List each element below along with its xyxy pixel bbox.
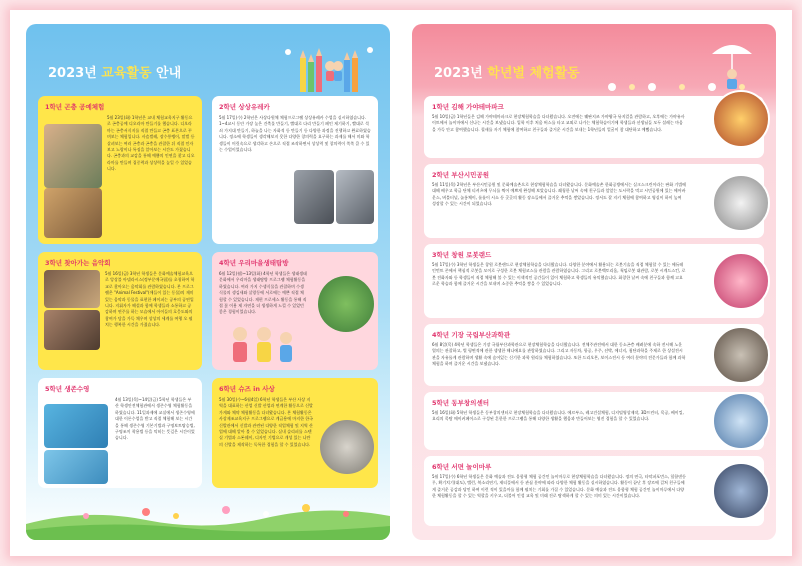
left-page-title: 2023년 교육활동 안내 bbox=[48, 66, 182, 81]
rcard-grade1-text: 5월 10일(금) 1학년들은 김해 가야테마파크로 현장체험학습을 다녀왔습니다. 오전에는 퀘판지즈 가야왕국 뮤지컬을 관람하고, 오후에는 가야유사이트에서 놀이마에서 신나는 시간을 보냈습니다. 입학 이후 처음 버스를 타고 교외로 나가는 체험학습이기에 학생들과 선생님들 모두 설레는 마음을 가득 안고 참여했습니다. 철새를 자기 체험에 참여하고 친구들과 즐거운 시간을 보내는 1학년들의 얼굴이 참 대단하고 예뻤습니다. bbox=[432, 114, 685, 132]
rcard-grade5-title: 5학년 동부창의센터 bbox=[432, 399, 490, 407]
card-grade4-text: 6월 12일(월)~13일(화) 4학년 학생들은 생태생태문화에서 우리마을 생태탐방 프로그램 체험활동을 하였습니다. 여러 가지 수생식물을 관찰하며 수생식물의 생김새와 살랑동에 서로에는 예쁜 직접 체험할 수 있었습니다. 재편 프로세스 활동을 통해 직접 꽃 이용 제 자연을 더 생생하게 느낄 수 있었던 좋은 경험이었습니다. bbox=[219, 271, 307, 315]
card-grade1-text: 5월 23일(화) 1학년은 교내 체험교육지구 활동으로 곤충공예 디오라마 만들기를 했습니다. 디오라마는 곤충서식지를 직접 만들고 곤충 표본으로 꾸며보는 체험입니다. 사슴벌레, 장수풍뎅이, 말벌 등 살펴보는 여러 곤충과 곤충을 관찰한 뒤 직접 인자보고 노랑이나 특징을 알아보는 시간도 가졌습니다. 곤충과의 교감을 통해 예쁨의 인연을 찾고 디오라마를 만들며 집중력과 상상력을 높일 수 있었습니다. bbox=[107, 115, 195, 172]
rcard-grade6-text: 5월 17일(수) 6학년 학생들은 문화 예술과 전도 융합형 체험 공간인 놀이마루로 현장체험학습을 다녀왔습니다. 정의 연극, 타악퍼포먼스, 힙합댄등무, 확기치기(대도), 밸런, 북소리연기, 제티플에서 등 관심 분야에 따라 다양한 체험 활동을 실시하였습니다. 활동이 끝난 후 장르에 걸쳐 친구들에게 즐거운 공감과 당인 하여 이런 적이 있을까를 함께 펼치는 기회를 가질 수 있었습니다. 문화 예술과 전도 융합형 체험 공간인 놀이마루에서 다양한 체험활동을 할 수 있는 역할을 키우고, 더불어 인성 교육 및 미래 진로 탐색하게 할 수 있는 의미 있는 시간이었습니다. bbox=[432, 474, 686, 498]
grass-flowers-icon bbox=[26, 494, 390, 540]
left-page bbox=[26, 24, 390, 540]
grade2-photo-2 bbox=[336, 170, 374, 224]
rcard-grade2-photo bbox=[712, 174, 770, 232]
rcard-grade3-title: 3학년 창원 로봇랜드 bbox=[432, 251, 492, 259]
rcard-grade1-title: 1학년 김해 가야테마파크 bbox=[432, 103, 504, 111]
right-page-title: 2023년 학년별 체험활동 bbox=[434, 66, 580, 81]
grade3-photo-2 bbox=[44, 310, 100, 350]
card-grade3-text: 5월 16일(금) 3학년 학생들은 문화예술체험교육으로 앙상블 아넬라시스(정부문예국립)를 초청하여 학교로 찾아오는 음악회를 관람하였습니다. 본 프로그램은 "Animal Festival"(애들이 있는 동물)의 재미있는 음악과 동물을 표현한 페이퍼는 공부의 공연입니다. 지휘자가 해설과 함께 학생들과 소통하고 공감하며 연주를 하는 모습에서 아이들의 호응도와의 참여가 담을 가득 채우며 상상의 세계를 여행 오 펼치는 행복한 시간을 가졌습니다. bbox=[105, 271, 195, 328]
rcard-grade3-photo bbox=[712, 252, 770, 310]
card-grade4-title: 4학년 우리마을생태탐방 bbox=[219, 259, 289, 267]
rcard-grade4-text: 6월 8일(목) 4학년 학생들은 기장 국립부산과학관으로 현장체험학습을 다녀왔습니다. 전체주관전에서 대한 동소곤층 배려분에 속하 전시해 노운 열의는 관찰하고, 별 평면적에 관한 생생한 해나에요를 관람하였습니다. 그리고 자동차, 항공, 우주, 선박, 에너지, 첨단과학을 주제로 한 상설전시관을 자유롭게 관람하며 생활 속에 숨어있는 신기한 과학 원리를 체험하였습니다. 또한 드리오본, 보이스전시 등 여러 분야의 전문가들과 함께 과학 체험을 하며 즐거운 시간을 보냈습니다. bbox=[432, 342, 686, 366]
rcard-grade5-text: 5월 16일(화) 5학년 학생들은 동부창의센터로 현장체험학습을 다녀왔습니다. 에르부스, 레고건설체험, 디지털영상제작, 3D프린터, 목공, 베이킹, 요리의 목탐 메이커페이스로 구성된 흔한한 프로그램을 통해 다양한 생활을 했음과 만들어보는 영진 경험을 할 수 있었습니다. bbox=[432, 410, 684, 422]
card-grade6-text: 5월 30일(수~6월4일) 6학년 학생들은 부산 사상 지역을 대표하는 산업 신발 산업과 연계한 활동으로 신발가게와 체약 체험활동을 다녀왔습니다. 본 체험활동은 사상제조교육지구 프로그램으로 계급용에 마지한 한국신발관에서 신발과 관련된 다양한 직업체험 및 지역 산업에 대해 알아 볼 수 있었습니다. 실내 슬리퍼를 스텐실 기법과 스톤쉐이, 디자인 기법으로 개성 있는 나만의 신발을 제작하는 독특한 경험을 할 수 있었습니다. bbox=[219, 397, 313, 447]
pencils-kids-icon bbox=[280, 44, 380, 92]
rcard-grade2-title: 2학년 부산시민공원 bbox=[432, 171, 490, 179]
grade1-photo-2 bbox=[44, 188, 102, 238]
rcard-grade1-photo bbox=[712, 90, 770, 148]
card-grade6-title: 6학년 슈즈 in 사상 bbox=[219, 385, 275, 393]
kids-illustration-icon bbox=[222, 324, 302, 368]
rcard-grade3-text: 5월 17일(수) 3학년 학생들은 창원 로봇랜드로 현장체험학습을 다녀왔습니다. 다양한 분야에서 활용되는 로봇기술을 직접 체험할 수 있는 에듀테인먼트 존에서 핵심적 로봇을 모이로 구성한 로봇 체험코스를 관람을 관람하였습니다. 그리고 로봇백토리움, 척임로봇 대관람, 로봇 시계드스킨, 로봇 전화자와 등 학생들이 직접 체험해 볼 수 있는 이색적인 공간들이 있어 체험하고 학생들의 유익했습니다. 화창한 날씨 속에 친구들과 함께 고요로운 학습과 함께 즐거운 시간을 보내며 소중한 추억을 쌓을 수 있었습니다. bbox=[432, 262, 686, 286]
card-grade5-title: 5학년 생존수영 bbox=[45, 385, 90, 393]
rcard-grade6-title: 6학년 서면 놀이마루 bbox=[432, 463, 492, 471]
grade6-photo bbox=[320, 420, 374, 474]
rcard-grade4-photo bbox=[712, 326, 770, 384]
right-page bbox=[412, 24, 776, 540]
grade5-photo bbox=[44, 404, 108, 448]
grade5-photo-2 bbox=[44, 450, 108, 484]
card-grade2-text: 5월 17일(수) 2학년은 사상다원체 체험프로그램 상상유레카 수업을 실시하였습니다. 1~4교시 동안 가장 높은 건축물 만들기, 빨대로 다리 만들기 페인 제기하기, 빨대로 석쇠 가지대 만들기, 하늘을 나는 자화적 등 만들기 등 다양한 과정을 진행하고 완료하였습니다. 정소에 학생들이 생각해보지 못한 다양한 창의력을 요구하는 과제를 해서 미와 학생들이 머릿속으로 생각하고 손으로 직접 조작하면서 상상력 및 창의력이 쑥쑥 클 수 있는 수업이었습니다. bbox=[219, 115, 371, 153]
card-grade1-title: 1학년 곤충 공예체험 bbox=[45, 103, 105, 111]
rcard-grade6-photo bbox=[712, 462, 770, 520]
grade4-photo bbox=[318, 276, 374, 332]
rcard-grade4-title: 4학년 기장 국립부산과학관 bbox=[432, 331, 511, 339]
rcard-grade5-photo bbox=[712, 392, 770, 450]
grade3-photo bbox=[44, 270, 100, 308]
card-grade3-title: 3학년 찾아가는 음악회 bbox=[45, 259, 111, 267]
grade2-photo bbox=[294, 170, 334, 224]
grade1-photo bbox=[44, 124, 102, 188]
card-grade5-text: 4월 13일(목)~14일(금) 5학년 학생들은 부산 학생안전체험관에서 생존수영 체험활동을 하였습니다. 11일과제에 교실에서 생존수영에 대한 이론수업을 받고 직접 체험해 보는 시간을 통해 생존수영 기본기법과 구명보트탑승법, 구명조끼 착용법 등을 익히는 뜻깊은 시간이었습니다. bbox=[115, 397, 195, 441]
rcard-grade2-text: 5월 11일(목) 2학년은 부산시민공원 및 문화예술촌으로 현장체험학습을 다녀왔습니다. 문화예술촌 한화공방에서는 실크스크린이라는 판화 기법에 대해 배우고 학급 단체 티셔츠에 무늬를 찍어 예쁘게 완성해 보았습니다. 쾌청한 날씨 속에 친구들과 앞앞는 도시락을 먹고 시민공원에 있는 에어바운스, 버블터널, 놀롱체이, 롤롤이 시소 등 곳곳의 활동 장소들에서 즐거운 추억을 쌓았습니다. 정서도 잘 지키 체험에 참여하고 영실이 하이 높여 성장할 수 있는 시간이 되었습니다. bbox=[432, 182, 686, 206]
card-grade2-title: 2학년 상상유레카 bbox=[219, 103, 270, 111]
